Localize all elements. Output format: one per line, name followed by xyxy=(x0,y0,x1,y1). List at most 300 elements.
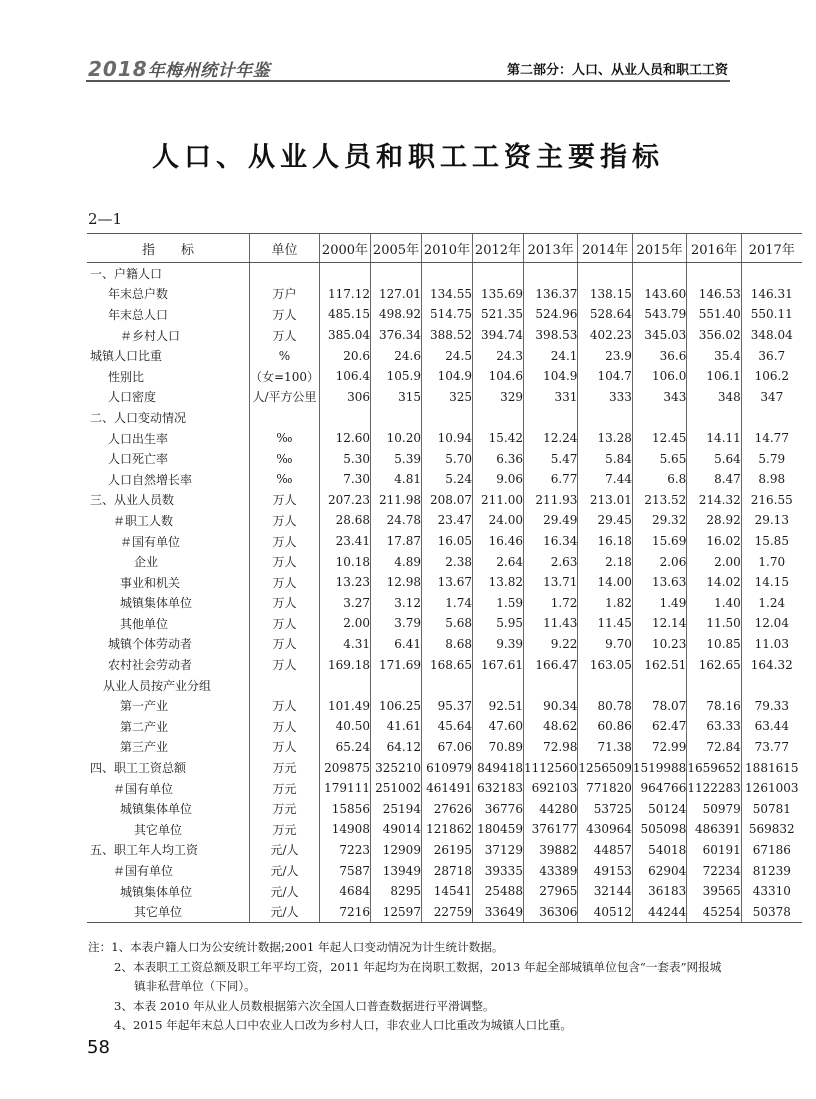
value-cell xyxy=(741,263,802,284)
value-cell: 29.13 xyxy=(741,510,802,531)
value-cell: 376.34 xyxy=(370,325,421,346)
unit-cell: 万人 xyxy=(250,510,320,531)
value-cell: 67.06 xyxy=(421,737,472,758)
value-cell: 29.49 xyxy=(523,510,577,531)
value-cell: 5.47 xyxy=(523,448,577,469)
value-cell: 1.59 xyxy=(472,593,523,614)
table-row xyxy=(87,798,802,819)
table-row xyxy=(87,263,802,284)
unit-cell: （女=100） xyxy=(250,366,320,387)
value-cell: 36306 xyxy=(523,901,577,922)
note-1: 注：1、本表户籍人口为公安统计数据;2001 年起人口变动情况为计生统计数据。 xyxy=(88,940,504,954)
table-row xyxy=(87,819,802,840)
value-cell: 5.39 xyxy=(370,448,421,469)
table-row xyxy=(87,551,802,572)
unit-cell: 万元 xyxy=(250,819,320,840)
value-cell: 43389 xyxy=(523,860,577,881)
value-cell: 63.33 xyxy=(687,716,741,737)
value-cell: 24.6 xyxy=(370,345,421,366)
value-cell: 62.47 xyxy=(632,716,686,737)
unit-cell: 万人 xyxy=(250,551,320,572)
table-row xyxy=(87,304,802,325)
indicator-cell: 从业人员按产业分组 xyxy=(103,678,212,693)
column-header-2014: 2014年 xyxy=(578,234,632,263)
indicator-cell: ＃国有单位 xyxy=(113,864,174,879)
table-row xyxy=(87,840,802,861)
value-cell: 2.00 xyxy=(687,551,741,572)
value-cell: 5.65 xyxy=(632,448,686,469)
value-cell: 7223 xyxy=(319,840,370,861)
value-cell: 2.38 xyxy=(421,551,472,572)
value-cell: 50124 xyxy=(632,798,686,819)
value-cell: 39565 xyxy=(687,881,741,902)
value-cell: 13.23 xyxy=(319,572,370,593)
value-cell xyxy=(370,675,421,696)
value-cell: 121862 xyxy=(421,819,472,840)
indicator-cell: 城镇集体单位 xyxy=(120,884,193,899)
value-cell: 135.69 xyxy=(472,284,523,305)
value-cell: 6.41 xyxy=(370,634,421,655)
indicator-cell: 二、人口变动情况 xyxy=(90,410,187,425)
table-row xyxy=(87,448,802,469)
value-cell: 14908 xyxy=(319,819,370,840)
table-header-row xyxy=(87,234,802,263)
column-header-2017: 2017年 xyxy=(741,234,802,263)
table-row xyxy=(87,737,802,758)
table-row xyxy=(87,695,802,716)
value-cell: 216.55 xyxy=(741,490,802,511)
value-cell xyxy=(687,407,741,428)
unit-cell: 元/人 xyxy=(250,881,320,902)
value-cell: 505098 xyxy=(632,819,686,840)
value-cell xyxy=(632,675,686,696)
value-cell: 28718 xyxy=(421,860,472,881)
column-header-indicator: 指 标 xyxy=(87,234,250,263)
value-cell: 5.24 xyxy=(421,469,472,490)
value-cell: 26195 xyxy=(421,840,472,861)
value-cell: 1881615 xyxy=(741,757,802,778)
unit-cell: ‰ xyxy=(250,428,320,449)
value-cell xyxy=(523,407,577,428)
column-header-2015: 2015年 xyxy=(632,234,686,263)
table-row xyxy=(87,757,802,778)
indicator-cell: ＃国有单位 xyxy=(120,534,181,549)
unit-cell: ‰ xyxy=(250,469,320,490)
value-cell: 2.06 xyxy=(632,551,686,572)
table-row xyxy=(87,407,802,428)
value-cell: 4.31 xyxy=(319,634,370,655)
unit-cell: 万元 xyxy=(250,757,320,778)
indicator-cell: 人口密度 xyxy=(108,390,157,405)
value-cell: 3.27 xyxy=(319,593,370,614)
value-cell: 95.37 xyxy=(421,695,472,716)
value-cell: 40.50 xyxy=(319,716,370,737)
value-cell: 78.16 xyxy=(687,695,741,716)
value-cell: 10.94 xyxy=(421,428,472,449)
value-cell: 213.52 xyxy=(632,490,686,511)
value-cell: 498.92 xyxy=(370,304,421,325)
indicator-cell: 人口死亡率 xyxy=(108,452,169,467)
value-cell: 80.78 xyxy=(578,695,632,716)
unit-cell: 万人 xyxy=(250,654,320,675)
value-cell: 524.96 xyxy=(523,304,577,325)
table-row xyxy=(87,345,802,366)
value-cell: 72.84 xyxy=(687,737,741,758)
value-cell: 136.37 xyxy=(523,284,577,305)
value-cell: 7.44 xyxy=(578,469,632,490)
value-cell: 211.93 xyxy=(523,490,577,511)
value-cell: 17.87 xyxy=(370,531,421,552)
value-cell: 14.77 xyxy=(741,428,802,449)
value-cell: 208.07 xyxy=(421,490,472,511)
value-cell xyxy=(370,263,421,284)
value-cell: 9.70 xyxy=(578,634,632,655)
indicator-cell: 四、职工工资总额 xyxy=(90,761,187,776)
value-cell: 27626 xyxy=(421,798,472,819)
indicator-cell: 企业 xyxy=(134,555,159,570)
value-cell: 569832 xyxy=(741,819,802,840)
indicator-cell: 第一产业 xyxy=(120,699,169,714)
value-cell xyxy=(578,675,632,696)
value-cell: 10.85 xyxy=(687,634,741,655)
value-cell: 45254 xyxy=(687,901,741,922)
value-cell: 13.63 xyxy=(632,572,686,593)
table-row xyxy=(87,366,802,387)
table-row xyxy=(87,675,802,696)
value-cell: 1.49 xyxy=(632,593,686,614)
value-cell: 45.64 xyxy=(421,716,472,737)
unit-cell: 万人 xyxy=(250,737,320,758)
value-cell: 28.68 xyxy=(319,510,370,531)
value-cell: 692103 xyxy=(523,778,577,799)
indicator-cell: 人口自然增长率 xyxy=(108,472,193,487)
value-cell: 179111 xyxy=(319,778,370,799)
value-cell: 169.18 xyxy=(319,654,370,675)
value-cell: 16.18 xyxy=(578,531,632,552)
value-cell: 430964 xyxy=(578,819,632,840)
value-cell: 315 xyxy=(370,387,421,408)
value-cell: 48.62 xyxy=(523,716,577,737)
value-cell: 81239 xyxy=(741,860,802,881)
value-cell: 213.01 xyxy=(578,490,632,511)
indicator-cell: 城镇集体单位 xyxy=(120,802,193,817)
table-row xyxy=(87,469,802,490)
value-cell: 23.47 xyxy=(421,510,472,531)
value-cell: 134.55 xyxy=(421,284,472,305)
value-cell: 1.72 xyxy=(523,593,577,614)
value-cell: 514.75 xyxy=(421,304,472,325)
indicator-cell: 其它单位 xyxy=(134,822,183,837)
value-cell: 106.4 xyxy=(319,366,370,387)
value-cell xyxy=(632,263,686,284)
value-cell: 36776 xyxy=(472,798,523,819)
unit-cell: 万元 xyxy=(250,798,320,819)
value-cell: 33649 xyxy=(472,901,523,922)
note-2-continued: 镇非私营单位（下同）。 xyxy=(134,979,256,993)
value-cell: 146.31 xyxy=(741,284,802,305)
value-cell: 551.40 xyxy=(687,304,741,325)
unit-cell xyxy=(250,263,320,284)
value-cell: 90.34 xyxy=(523,695,577,716)
unit-cell: 万人 xyxy=(250,695,320,716)
value-cell: 24.3 xyxy=(472,345,523,366)
column-header-2016: 2016年 xyxy=(687,234,741,263)
value-cell: 521.35 xyxy=(472,304,523,325)
unit-cell: 万人 xyxy=(250,593,320,614)
value-cell: 348.04 xyxy=(741,325,802,346)
value-cell: 15.42 xyxy=(472,428,523,449)
value-cell: 771820 xyxy=(578,778,632,799)
value-cell: 127.01 xyxy=(370,284,421,305)
value-cell: 2.63 xyxy=(523,551,577,572)
table-row xyxy=(87,325,802,346)
table-row xyxy=(87,428,802,449)
value-cell: 47.60 xyxy=(472,716,523,737)
value-cell: 62904 xyxy=(632,860,686,881)
value-cell xyxy=(687,263,741,284)
value-cell: 4.89 xyxy=(370,551,421,572)
value-cell: 12.04 xyxy=(741,613,802,634)
value-cell: 11.45 xyxy=(578,613,632,634)
value-cell: 72.98 xyxy=(523,737,577,758)
value-cell: 24.1 xyxy=(523,345,577,366)
table-row xyxy=(87,531,802,552)
value-cell: 1.82 xyxy=(578,593,632,614)
indicator-cell: 城镇集体单位 xyxy=(120,596,193,611)
value-cell xyxy=(421,407,472,428)
indicator-cell: 其他单位 xyxy=(120,616,169,631)
value-cell: 13.82 xyxy=(472,572,523,593)
indicator-cell: 第二产业 xyxy=(120,719,169,734)
value-cell: 138.15 xyxy=(578,284,632,305)
indicator-cell: ＃职工人数 xyxy=(113,513,174,528)
unit-cell: 人/平方公里 xyxy=(250,387,320,408)
value-cell: 50979 xyxy=(687,798,741,819)
value-cell: 13.28 xyxy=(578,428,632,449)
value-cell: 402.23 xyxy=(578,325,632,346)
value-cell: 27965 xyxy=(523,881,577,902)
value-cell: 5.79 xyxy=(741,448,802,469)
value-cell: 65.24 xyxy=(319,737,370,758)
value-cell: 12597 xyxy=(370,901,421,922)
unit-cell: % xyxy=(250,345,320,366)
value-cell: 1659652 xyxy=(687,757,741,778)
value-cell: 63.44 xyxy=(741,716,802,737)
value-cell: 53725 xyxy=(578,798,632,819)
value-cell: 37129 xyxy=(472,840,523,861)
note-3: 3、本表 2010 年从业人员数根据第六次全国人口普查数据进行平滑调整。 xyxy=(114,998,495,1013)
value-cell: 329 xyxy=(472,387,523,408)
value-cell: 73.77 xyxy=(741,737,802,758)
value-cell: 106.1 xyxy=(687,366,741,387)
value-cell: 9.06 xyxy=(472,469,523,490)
note-2: 2、本表职工工资总额及职工年平均工资，2011 年起均为在岗职工数据，2013 年起全部城镇单位包含“一套表”网报城 xyxy=(114,959,722,974)
value-cell: 1122283 xyxy=(687,778,741,799)
value-cell: 610979 xyxy=(421,757,472,778)
value-cell: 2.00 xyxy=(319,613,370,634)
value-cell: 166.47 xyxy=(523,654,577,675)
value-cell: 356.02 xyxy=(687,325,741,346)
value-cell: 162.65 xyxy=(687,654,741,675)
value-cell: 394.74 xyxy=(472,325,523,346)
value-cell: 11.03 xyxy=(741,634,802,655)
value-cell: 12909 xyxy=(370,840,421,861)
value-cell: 14.15 xyxy=(741,572,802,593)
value-cell xyxy=(319,407,370,428)
value-cell: 385.04 xyxy=(319,325,370,346)
value-cell: 60191 xyxy=(687,840,741,861)
column-header-unit: 单位 xyxy=(250,234,320,263)
unit-cell: 万人 xyxy=(250,325,320,346)
value-cell: 3.12 xyxy=(370,593,421,614)
value-cell: 6.36 xyxy=(472,448,523,469)
unit-cell: 万人 xyxy=(250,490,320,511)
running-header xyxy=(86,56,730,82)
table-notes xyxy=(88,938,728,1036)
value-cell: 13.67 xyxy=(421,572,472,593)
unit-cell: 元/人 xyxy=(250,901,320,922)
value-cell: 11.43 xyxy=(523,613,577,634)
value-cell: 28.92 xyxy=(687,510,741,531)
value-cell: 8295 xyxy=(370,881,421,902)
value-cell: 8.47 xyxy=(687,469,741,490)
value-cell: 104.9 xyxy=(523,366,577,387)
value-cell: 117.12 xyxy=(319,284,370,305)
indicator-cell: 年末总户数 xyxy=(108,287,169,302)
value-cell: 54018 xyxy=(632,840,686,861)
indicator-cell: 其它单位 xyxy=(87,901,250,922)
value-cell: 167.61 xyxy=(472,654,523,675)
unit-cell: 万元 xyxy=(250,778,320,799)
value-cell: 15.69 xyxy=(632,531,686,552)
value-cell: 251002 xyxy=(370,778,421,799)
value-cell: 331 xyxy=(523,387,577,408)
value-cell: 10.20 xyxy=(370,428,421,449)
value-cell: 44280 xyxy=(523,798,577,819)
value-cell: 325 xyxy=(421,387,472,408)
unit-cell: 万人 xyxy=(250,634,320,655)
value-cell xyxy=(319,675,370,696)
value-cell: 49153 xyxy=(578,860,632,881)
indicator-cell: 城镇人口比重 xyxy=(90,349,163,364)
value-cell: 180459 xyxy=(472,819,523,840)
value-cell: 2.64 xyxy=(472,551,523,572)
value-cell: 14541 xyxy=(421,881,472,902)
value-cell: 16.05 xyxy=(421,531,472,552)
indicator-cell: 城镇个体劳动者 xyxy=(108,637,193,652)
value-cell xyxy=(578,407,632,428)
value-cell: 1.70 xyxy=(741,551,802,572)
book-title xyxy=(88,56,270,81)
unit-cell: 万人 xyxy=(250,304,320,325)
value-cell: 1.40 xyxy=(687,593,741,614)
indicator-cell: 性别比 xyxy=(108,369,145,384)
value-cell: 11.50 xyxy=(687,613,741,634)
value-cell: 24.78 xyxy=(370,510,421,531)
value-cell: 5.70 xyxy=(421,448,472,469)
value-cell: 15856 xyxy=(319,798,370,819)
value-cell: 163.05 xyxy=(578,654,632,675)
value-cell xyxy=(523,675,577,696)
table-row xyxy=(87,901,802,922)
value-cell: 348 xyxy=(687,387,741,408)
value-cell xyxy=(421,263,472,284)
value-cell: 5.64 xyxy=(687,448,741,469)
value-cell: 7587 xyxy=(319,860,370,881)
value-cell: 3.79 xyxy=(370,613,421,634)
table-row xyxy=(87,881,802,902)
value-cell: 5.84 xyxy=(578,448,632,469)
value-cell: 29.45 xyxy=(578,510,632,531)
value-cell: 12.98 xyxy=(370,572,421,593)
book-name: 年梅州统计年鉴 xyxy=(147,61,271,81)
value-cell xyxy=(741,407,802,428)
value-cell: 50378 xyxy=(741,901,802,922)
value-cell xyxy=(421,675,472,696)
value-cell: 543.79 xyxy=(632,304,686,325)
value-cell: 12.45 xyxy=(632,428,686,449)
book-year: 2018 xyxy=(88,57,148,81)
value-cell: 1256509 xyxy=(578,757,632,778)
value-cell: 164.32 xyxy=(741,654,802,675)
table-row xyxy=(87,284,802,305)
value-cell: 345.03 xyxy=(632,325,686,346)
unit-cell: 元/人 xyxy=(250,860,320,881)
table-row xyxy=(87,510,802,531)
value-cell: 1.74 xyxy=(421,593,472,614)
column-header-2012: 2012年 xyxy=(472,234,523,263)
value-cell: 6.77 xyxy=(523,469,577,490)
value-cell: 24.00 xyxy=(472,510,523,531)
unit-cell: ‰ xyxy=(250,448,320,469)
value-cell: 16.34 xyxy=(523,531,577,552)
unit-cell: 万人 xyxy=(250,613,320,634)
value-cell: 44857 xyxy=(578,840,632,861)
statistics-table xyxy=(87,233,802,923)
value-cell: 60.86 xyxy=(578,716,632,737)
value-cell xyxy=(370,407,421,428)
column-header-2010: 2010年 xyxy=(421,234,472,263)
value-cell: 1261003 xyxy=(741,778,802,799)
value-cell: 849418 xyxy=(472,757,523,778)
value-cell: 44244 xyxy=(632,901,686,922)
indicator-cell: 三、从业人员数 xyxy=(90,493,175,508)
value-cell: 550.11 xyxy=(741,304,802,325)
unit-cell: 万户 xyxy=(250,284,320,305)
value-cell: 12.14 xyxy=(632,613,686,634)
unit-cell: 元/人 xyxy=(250,840,320,861)
value-cell: 40512 xyxy=(578,901,632,922)
value-cell: 64.12 xyxy=(370,737,421,758)
value-cell: 14.00 xyxy=(578,572,632,593)
value-cell xyxy=(741,675,802,696)
value-cell: 146.53 xyxy=(687,284,741,305)
value-cell: 106.0 xyxy=(632,366,686,387)
value-cell: 23.41 xyxy=(319,531,370,552)
value-cell: 104.7 xyxy=(578,366,632,387)
value-cell: 92.51 xyxy=(472,695,523,716)
section-title: 第二部分：人口、从业人员和职工工资 xyxy=(506,63,728,78)
value-cell: 43310 xyxy=(741,881,802,902)
value-cell: 13949 xyxy=(370,860,421,881)
value-cell xyxy=(319,263,370,284)
value-cell: 461491 xyxy=(421,778,472,799)
value-cell xyxy=(472,675,523,696)
value-cell xyxy=(578,263,632,284)
value-cell: 12.60 xyxy=(319,428,370,449)
value-cell: 104.9 xyxy=(421,366,472,387)
value-cell: 105.9 xyxy=(370,366,421,387)
